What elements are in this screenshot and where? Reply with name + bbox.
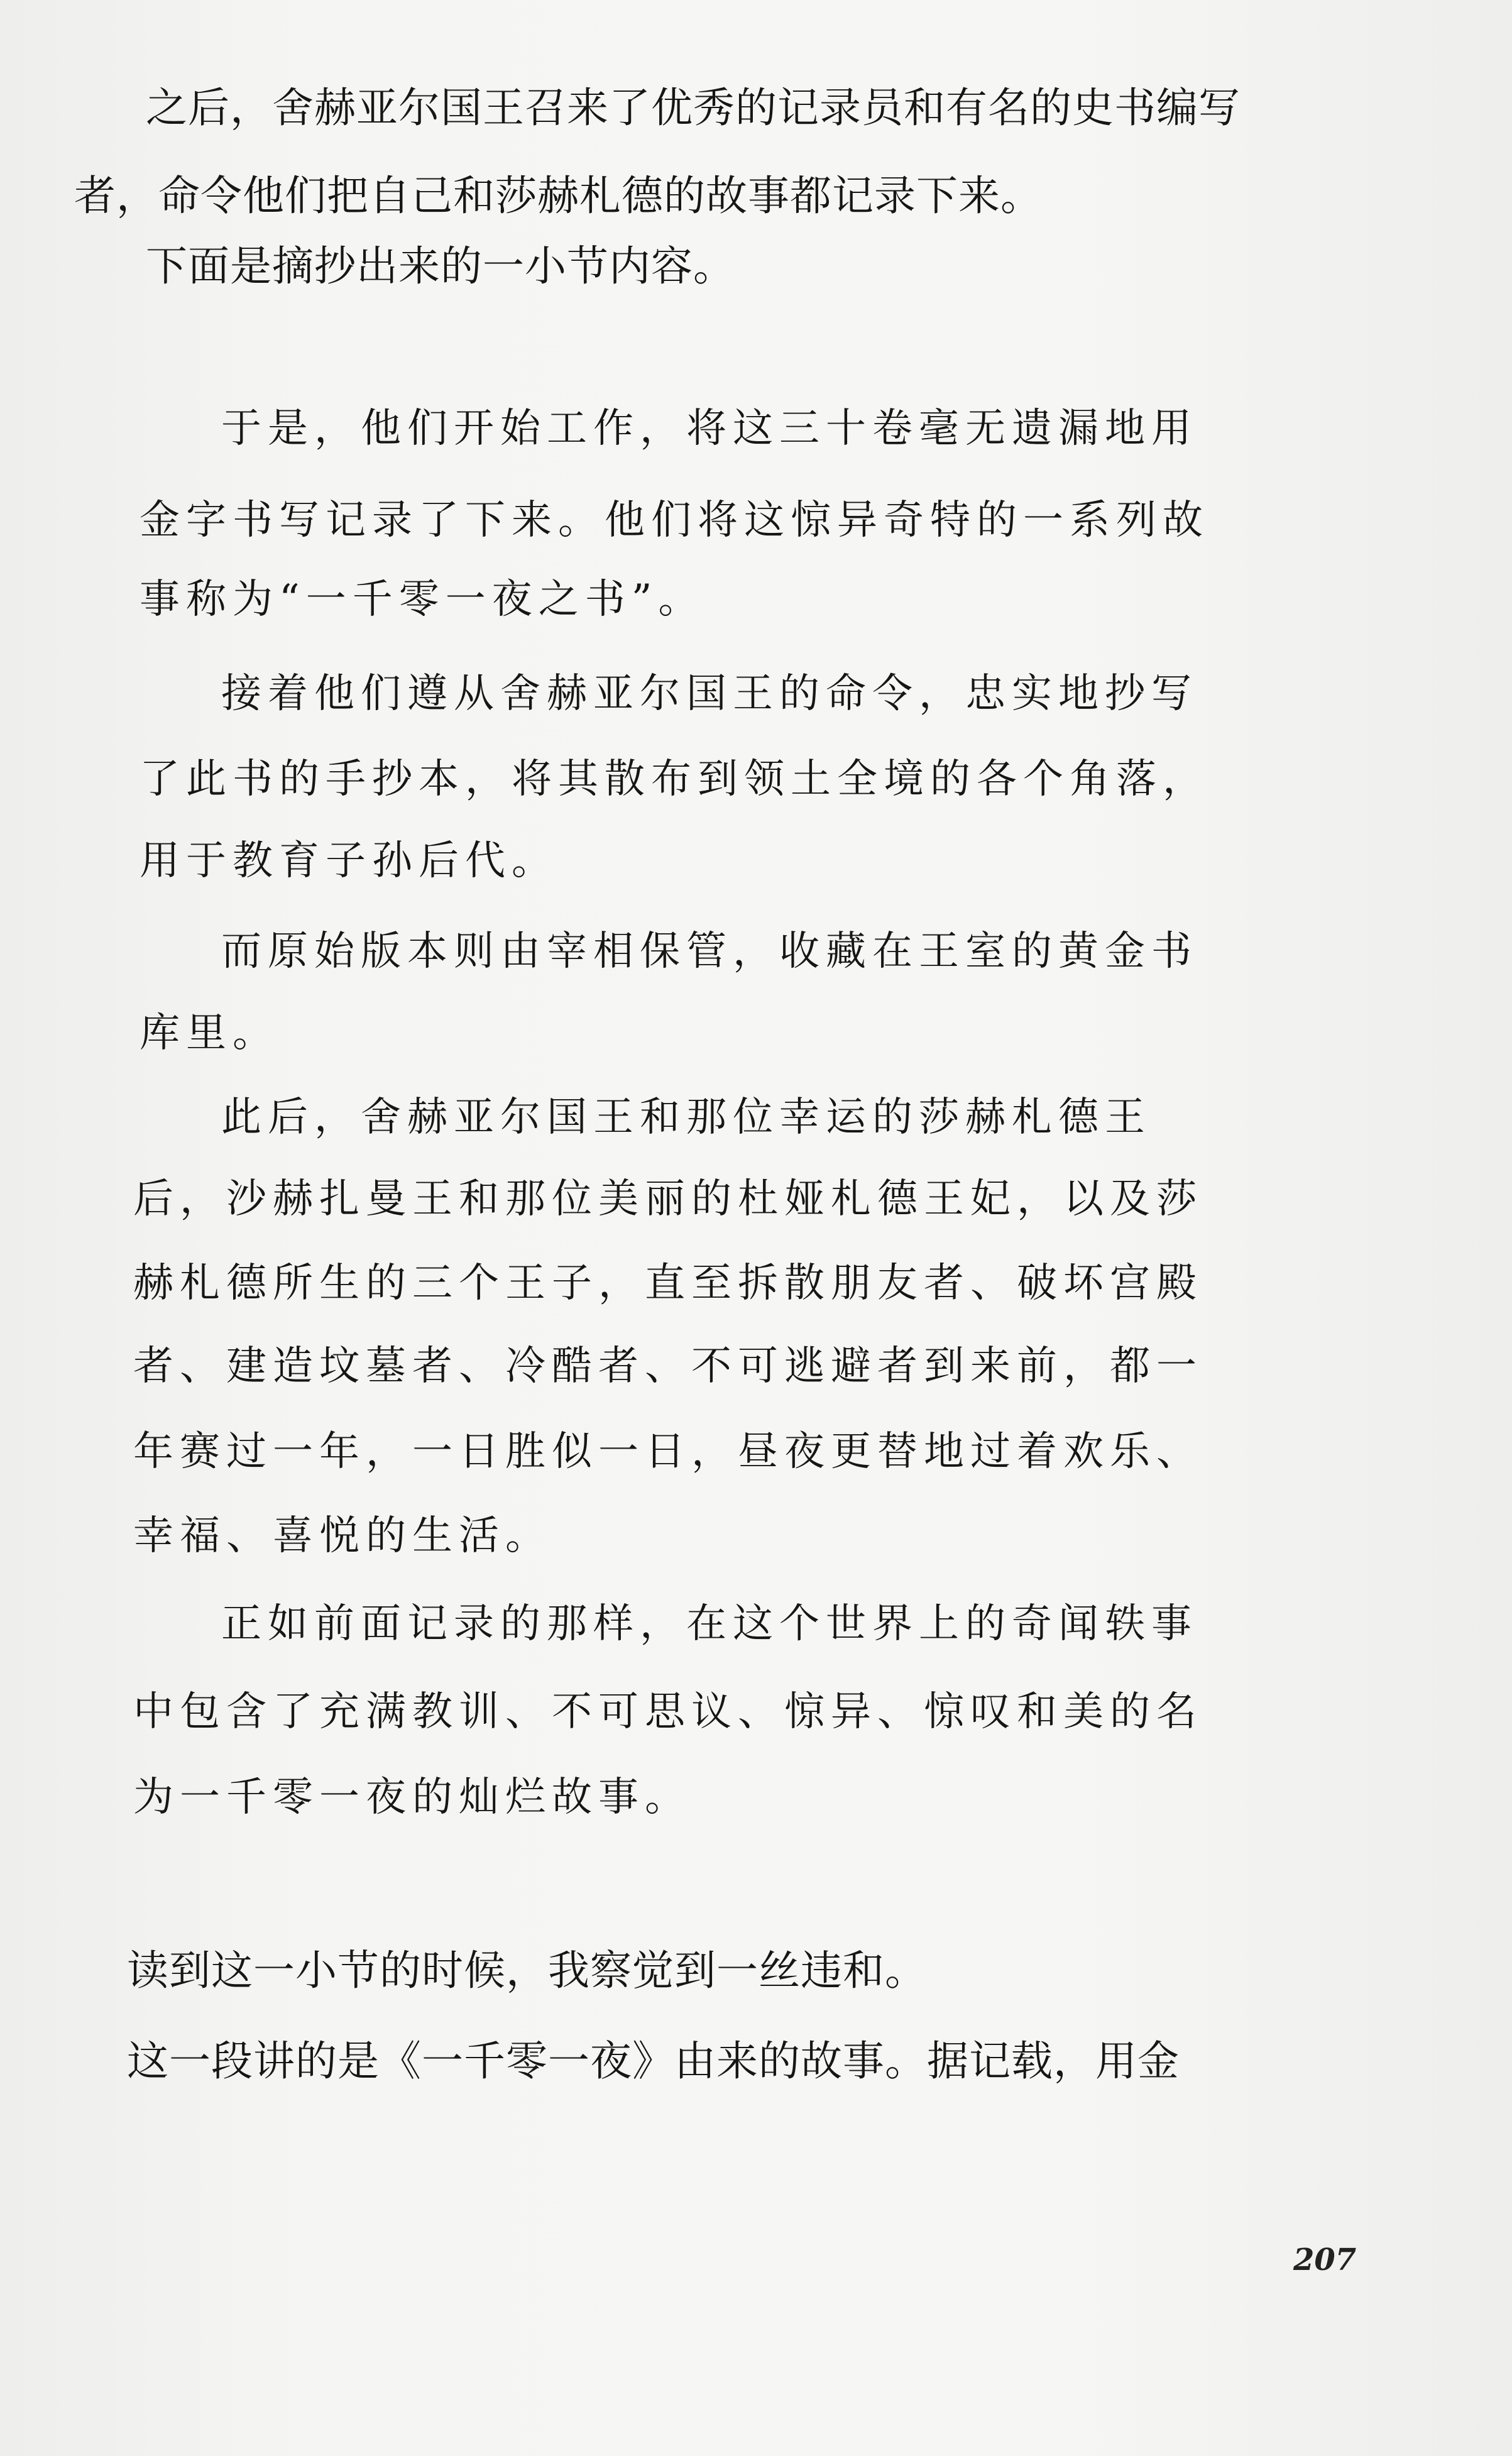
excerpt-p4-line-1: 此后，舍赫亚尔国王和那位幸运的莎赫札德王: [221, 1094, 1151, 1141]
intro-line-2: 者，命令他们把自己和莎赫札德的故事都记录下来。: [74, 172, 1043, 220]
excerpt-p2-line-3: 用于教育子孙后代。: [140, 838, 558, 884]
excerpt-p5-line-1: 正如前面记录的那样，在这个世界上的奇闻轶事: [221, 1601, 1198, 1647]
intro-line-1: 之后，舍赫亚尔国王召来了优秀的记录员和有名的史书编写: [146, 84, 1241, 132]
excerpt-p4-line-2: 后，沙赫扎曼王和那位美丽的杜娅札德王妃，以及莎: [133, 1176, 1203, 1222]
outro-line-2: 这一段讲的是《一千零一夜》由来的故事。据记载，用金: [127, 2037, 1180, 2085]
excerpt-p1-line-1: 于是，他们开始工作，将这三十卷毫无遗漏地用: [221, 405, 1198, 452]
outro-line-1: 读到这一小节的时候，我察觉到一丝违和。: [127, 1946, 927, 1995]
intro-line-3: 下面是摘抄出来的一小节内容。: [146, 242, 735, 290]
excerpt-p4-line-4: 者、建造坟墓者、冷酷者、不可逃避者到来前，都一: [133, 1343, 1203, 1390]
page-number: 207: [1293, 2242, 1357, 2278]
excerpt-p3-line-2: 库里。: [140, 1010, 279, 1056]
excerpt-p2-line-1: 接着他们遵从舍赫亚尔国王的命令，忠实地抄写: [221, 671, 1198, 717]
excerpt-p4-line-6: 幸福、喜悦的生活。: [133, 1513, 552, 1559]
excerpt-p2-line-2: 了此书的手抄本，将其散布到领土全境的各个角落，: [140, 756, 1209, 803]
excerpt-p3-line-1: 而原始版本则由宰相保管，收藏在王室的黄金书: [221, 928, 1198, 975]
excerpt-p1-line-2: 金字书写记录了下来。他们将这惊异奇特的一系列故: [140, 497, 1209, 544]
excerpt-p4-line-5: 年赛过一年，一日胜似一日，昼夜更替地过着欢乐、: [133, 1428, 1203, 1475]
excerpt-p5-line-3: 为一千零一夜的灿烂故事。: [133, 1774, 691, 1821]
excerpt-p1-line-3: 事称为“一千零一夜之书”。: [140, 576, 705, 623]
excerpt-p5-line-2: 中包含了充满教训、不可思议、惊异、惊叹和美的名: [133, 1689, 1203, 1735]
excerpt-p4-line-3: 赫札德所生的三个王子，直至拆散朋友者、破坏宫殿: [133, 1260, 1203, 1307]
